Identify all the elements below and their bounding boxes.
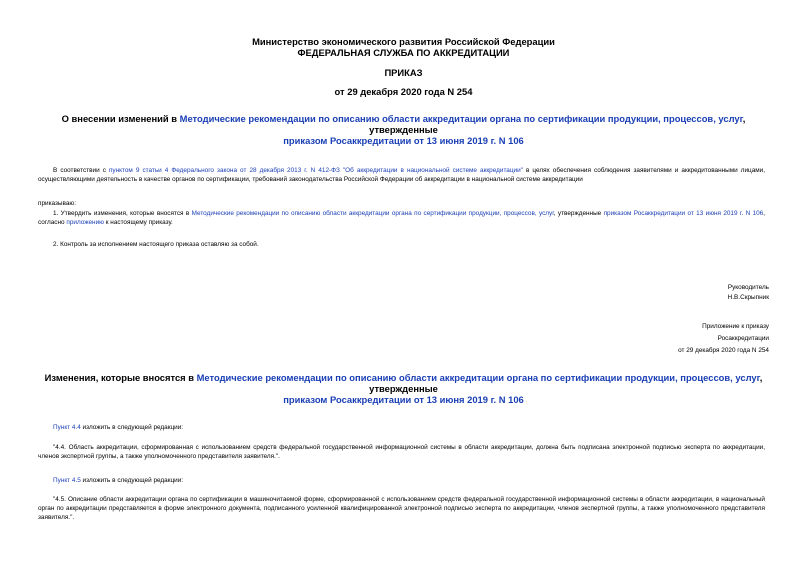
change-2-quote: "4.5. Описание области аккредитации органа по сертификации в машиночитаемой форме, сформированной с использованием средств федеральной государственной информационной системы в области аккредитации, в национальный орган по аккредитации представляется в форме электронного документа, подписанного усиленной квалифицированной электронной подписью эксперта по аккредитации, членов экспертной группы, а также уполномоченного представителя заявителя.". <box>38 496 765 521</box>
changes-title-prefix: Изменения, которые вносятся в <box>44 372 197 383</box>
item-1-methodical-link[interactable]: Методические рекомендации по описанию области аккредитации органа по сертификации продукции, процессов, услуг <box>191 210 554 217</box>
appendix-ref-line2: Росаккредитации <box>717 335 769 342</box>
order-title <box>30 113 777 146</box>
change-2-intro <box>53 476 183 485</box>
item-1-paragraph <box>38 209 765 227</box>
item-2-paragraph: 2. Контроль за исполнением настоящего приказа оставляю за собой. <box>53 241 259 248</box>
item-1-text-d: к настоящему приказу. <box>103 219 173 226</box>
signature-position: Руководитель <box>727 284 769 291</box>
ministry-heading: Министерство экономического развития Российской Федерации <box>252 36 555 47</box>
preamble-text-start: В соответствии с <box>53 167 109 174</box>
changes-methodical-link[interactable]: Методические рекомендации по описанию области аккредитации органа по сертификации продукции, процессов, услуг <box>196 372 760 383</box>
change-1-intro-text: изложить в следующей редакции: <box>80 424 184 431</box>
order-106-link[interactable]: приказом Росаккредитации от 13 июня 2019 г. N 106 <box>283 135 524 146</box>
item-1-text-a: 1. Утвердить изменения, которые вносятся в <box>53 210 192 217</box>
federal-law-link[interactable]: пунктом 9 статьи 4 Федерального закона от 28 декабря 2013 г. N 412-ФЗ "Об аккредитации в национальной системе аккредитации" <box>108 167 523 174</box>
changes-title <box>30 372 777 405</box>
service-heading: ФЕДЕРАЛЬНАЯ СЛУЖБА ПО АККРЕДИТАЦИИ <box>297 47 510 58</box>
doc-type-heading: ПРИКАЗ <box>384 67 423 78</box>
appendix-link[interactable]: приложению <box>66 219 104 226</box>
change-2-intro-text: изложить в следующей редакции: <box>80 477 184 484</box>
doc-date-number: от 29 декабря 2020 года N 254 <box>334 86 473 97</box>
changes-title-mid: , утвержденные <box>369 372 763 394</box>
change-1-intro <box>53 423 183 432</box>
point-4-4-link[interactable]: Пункт 4.4 <box>53 424 81 431</box>
item-1-text-b: , утвержденные <box>553 210 604 217</box>
order-title-mid: , утвержденные <box>369 113 746 135</box>
item-1-text-c: , согласно <box>38 210 765 226</box>
order-word: приказываю: <box>38 200 76 207</box>
appendix-ref-line3: от 29 декабря 2020 года N 254 <box>678 347 769 354</box>
point-4-5-link[interactable]: Пункт 4.5 <box>53 477 81 484</box>
changes-order-link[interactable]: приказом Росаккредитации от 13 июня 2019 г. N 106 <box>283 394 524 405</box>
order-title-prefix: О внесении изменений в <box>61 113 180 124</box>
item-1-order-link[interactable]: приказом Росаккредитации от 13 июня 2019 г. N 106 <box>603 210 764 217</box>
methodical-recommendations-link[interactable]: Методические рекомендации по описанию области аккредитации органа по сертификации продукции, процессов, услуг <box>179 113 743 124</box>
preamble-text-end: в целях обеспечения соблюдения заявителями и аккредитованными лицами, осуществляющими деятельность в качестве органов по сертификации, требований законодательства Российской Федерации об аккредитации в национальной системе аккредитации <box>38 167 766 183</box>
signature-name: Н.В.Скрыпник <box>727 294 769 301</box>
change-1-quote: "4.4. Область аккредитации, сформированная с использованием средств федеральной государственной информационной системы в области аккредитации, должна быть подписана электронной подписью эксперта по аккредитации, членов экспертной группы, а также уполномоченного представителя заявителя.". <box>38 444 765 460</box>
appendix-ref-line1: Приложение к приказу <box>702 323 769 330</box>
preamble-paragraph <box>38 166 765 184</box>
